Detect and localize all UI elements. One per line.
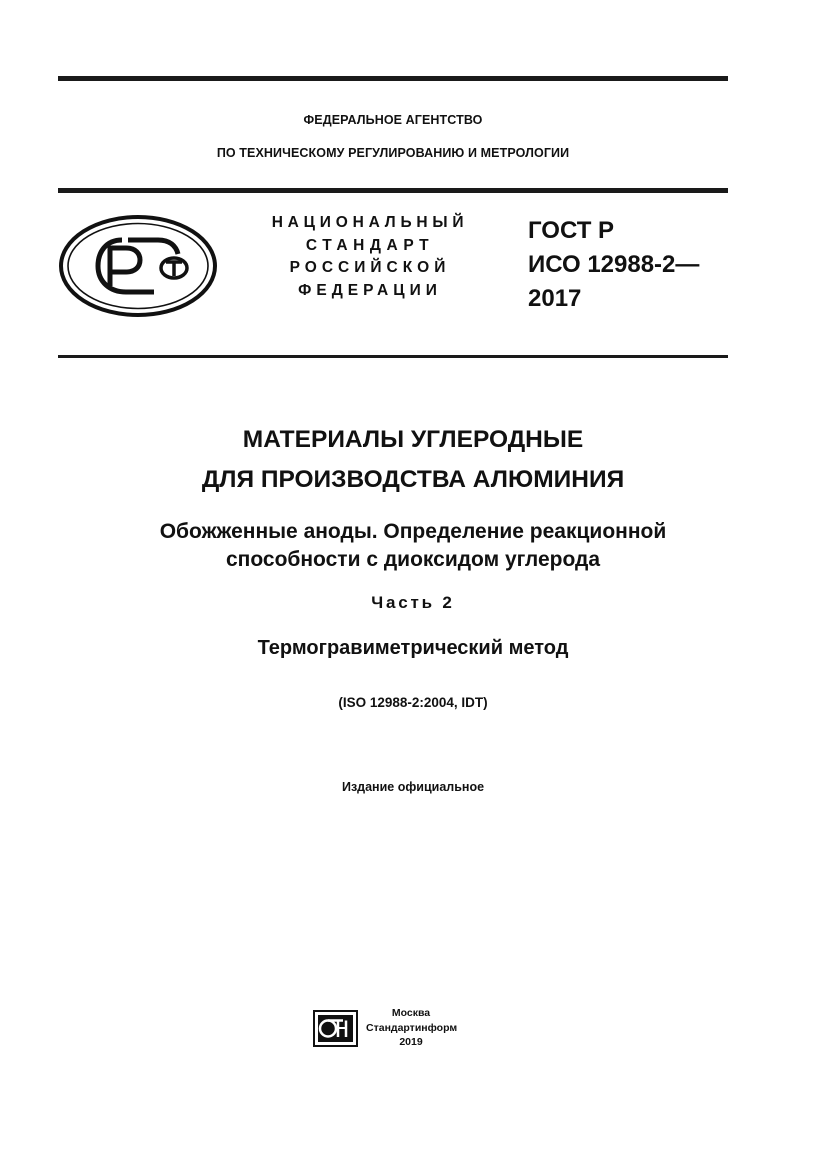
national-line-4: ФЕДЕРАЦИИ bbox=[298, 281, 442, 299]
document-subtitle-line-1: Обожженные аноды. Определение реакционной bbox=[159, 520, 667, 543]
part-number: Часть 2 bbox=[371, 593, 455, 612]
designation-line-2: ИСО 12988-2— bbox=[528, 251, 700, 278]
designation-rule bbox=[58, 355, 728, 358]
agency-name-line-2: ПО ТЕХНИЧЕСКОМУ РЕГУЛИРОВАНИЮ И МЕТРОЛОГИИ bbox=[216, 146, 570, 160]
publication-year: 2019 bbox=[399, 1036, 423, 1048]
designation-line-3: 2017 bbox=[528, 285, 582, 312]
national-standard-heading bbox=[255, 212, 485, 302]
publisher-city: Москва bbox=[391, 1007, 431, 1019]
standard-designation bbox=[528, 214, 728, 316]
document-title-line-1: МАТЕРИАЛЫ УГЛЕРОДНЫЕ bbox=[242, 426, 584, 453]
method-title: Термогравиметрический метод bbox=[257, 637, 569, 659]
publisher-imprint bbox=[366, 1006, 456, 1050]
iso-reference: (ISO 12988-2:2004, IDT) bbox=[338, 695, 488, 710]
national-line-2: СТАНДАРТ bbox=[305, 236, 435, 254]
publisher-name: Стандартинформ bbox=[366, 1021, 458, 1034]
top-rule bbox=[58, 76, 728, 81]
designation-line-1: ГОСТ Р bbox=[528, 217, 615, 244]
header-rule bbox=[58, 188, 728, 193]
standartinform-logo-icon bbox=[313, 1010, 358, 1047]
gost-r-certification-mark-icon bbox=[58, 214, 218, 318]
edition-label: Издание официальное bbox=[341, 780, 485, 794]
national-line-1: НАЦИОНАЛЬНЫЙ bbox=[271, 214, 469, 231]
national-line-3: РОССИЙСКОЙ bbox=[289, 259, 451, 276]
document-title-line-2: ДЛЯ ПРОИЗВОДСТВА АЛЮМИНИЯ bbox=[201, 466, 625, 493]
document-subtitle-line-2: способности с диоксидом углерода bbox=[225, 548, 601, 571]
agency-name-line-1: ФЕДЕРАЛЬНОЕ АГЕНТСТВО bbox=[303, 113, 483, 127]
